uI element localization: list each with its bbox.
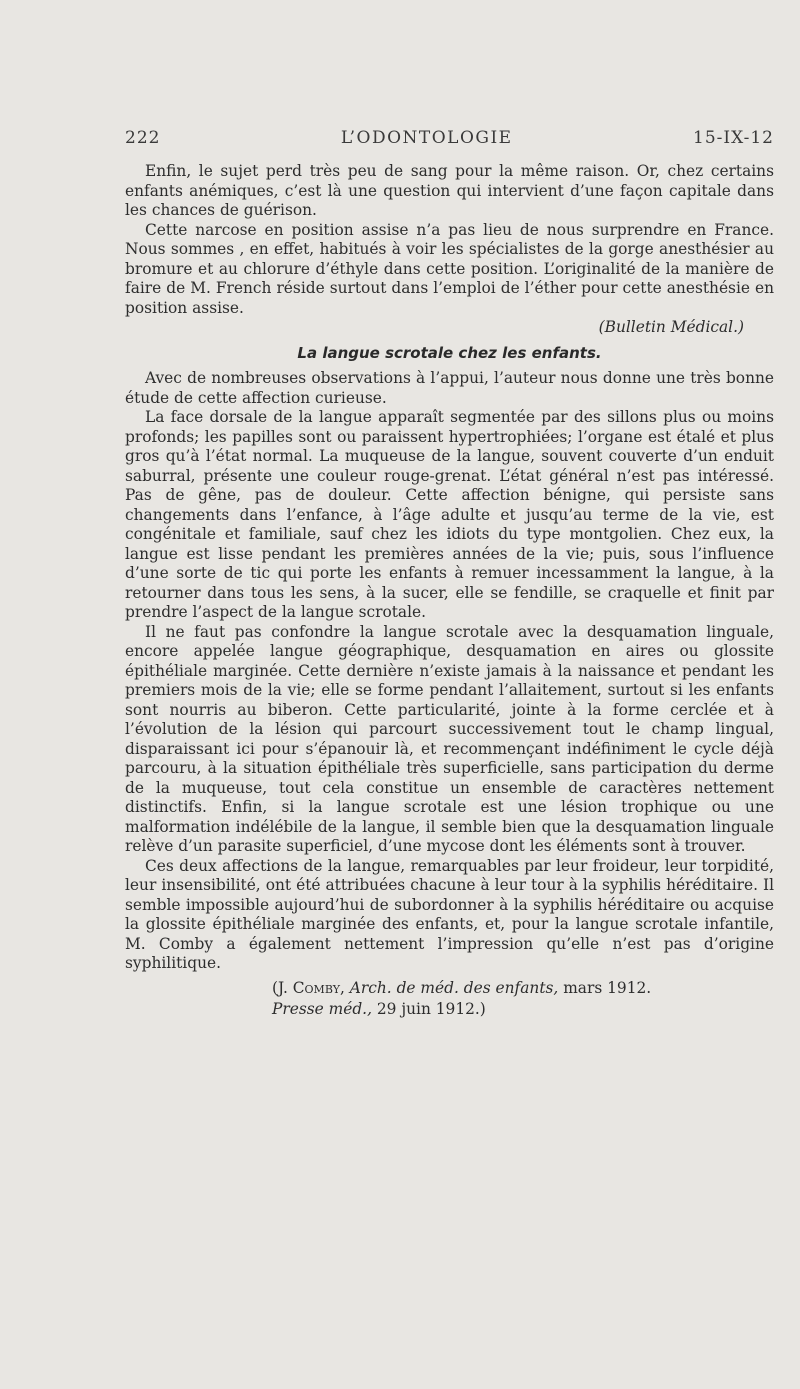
running-head — [125, 128, 774, 148]
paragraph: Avec de nombreuses observations à l’appui, l’auteur nous donne une très bonne étude de cette affection curieuse. — [125, 369, 774, 407]
citation-open: (J. — [272, 978, 293, 997]
page-number: 222 — [125, 128, 161, 148]
journal-title: L’ODONTOLOGIE — [340, 128, 513, 148]
intro-source: (Bulletin Médical.) — [598, 318, 744, 336]
paragraph: Cette narcose en position assise n’a pas lieu de nous surprendre en France. Nous sommes , en effet, habitués à voir les spécialistes de la gorge anesthésier au bromure et au chlorure d’éthyle dans cette position. L’originalité de la manière de faire de M. French réside surtout dans l’emploi de l’éther pour cette anesthésie en position assise. — [125, 220, 774, 317]
citation-line-2 — [272, 999, 774, 1020]
issue-date: 15-IX-12 — [693, 128, 774, 148]
citation-sep: , — [339, 978, 350, 997]
citation-author: Comby — [292, 978, 340, 997]
paragraph: Il ne faut pas confondre la langue scrotale avec la desquamation linguale, encore appelée langue géographique, desquamation en aires ou glossite épithéliale marginée. Cette dernière n’existe jamais à la naissance et pendant les premiers mois de la vie; elle se forme pendant l’allaitement, surtout si les enfants sont nourris au biberon. Cette particularité, jointe à la forme cerclée et à l’évolution de la lésion qui parcourt successivement tout le champ lingual, disparaissant ici pour s’épanouir là, et recommençant indéfiniment le cycle déjà parcouru, à la situation épithéliale très superficielle, sans participation du derme de la muqueuse, tout cela constitue un ensemble de caractères nettement distinctifs. Enfin, si la langue scrotale est une lésion trophique ou une malformation indélébile de la langue, il semble bien que la desquamation linguale relève d’un parasite superficiel, d’une mycose dont les éléments sont à trouver. — [125, 622, 774, 855]
citation-date-2: 29 juin 1912.) — [371, 999, 486, 1018]
section-heading: La langue scrotale chez les enfants. — [297, 343, 602, 362]
citation-date-1: mars 1912. — [558, 978, 652, 997]
paragraph: Ces deux affections de la langue, remarquables par leur froideur, leur torpidité, leur insensibilité, ont été attribuées chacune à leur tour à la syphilis héréditaire. Il semble impossible aujourd’hui de subordonner à la syphilis héréditaire ou acquise la glossite épithéliale marginée des enfants, et, pour la langue scrotale infantile, M. Comby a également nettement l’impression qu’elle n’est pas d’origine syphilitique. — [125, 856, 774, 972]
article-body — [125, 162, 774, 1020]
citation — [125, 978, 774, 1020]
citation-source-1: Arch. de méd. des enfants, — [349, 978, 559, 997]
paragraph: Enfin, le sujet perd très peu de sang pour la même raison. Or, chez certains enfants anémiques, c’est là une question qui intervient d’une façon capitale dans les chances de guérison. — [125, 162, 774, 219]
citation-line-1 — [272, 978, 774, 999]
paragraph: La face dorsale de la langue apparaît segmentée par des sillons plus ou moins profonds; les papilles sont ou paraissent hypertrophiées; l’organe est étalé et plus gros qu’à l’état normal. La muqueuse de la langue, souvent couverte d’un enduit saburral, présente une couleur rouge-grenat. L’état général n’est pas intéressé. Pas de gêne, pas de douleur. Cette affection bénigne, qui persiste sans changements dans l’enfance, à l’âge adulte et jusqu’au terme de la vie, est congénitale et familiale, sauf chez les idiots du type montgolien. Chez eux, la langue est lisse pendant les premières années de la vie; puis, sous l’influence d’une sorte de tic qui porte les enfants à remuer incessamment la langue, à la retourner dans tous les sens, à la sucer, elle se fendille, se craquelle et finit par prendre l’aspect de la langue scrotale. — [125, 408, 774, 621]
citation-source-2: Presse méd., — [272, 999, 372, 1018]
